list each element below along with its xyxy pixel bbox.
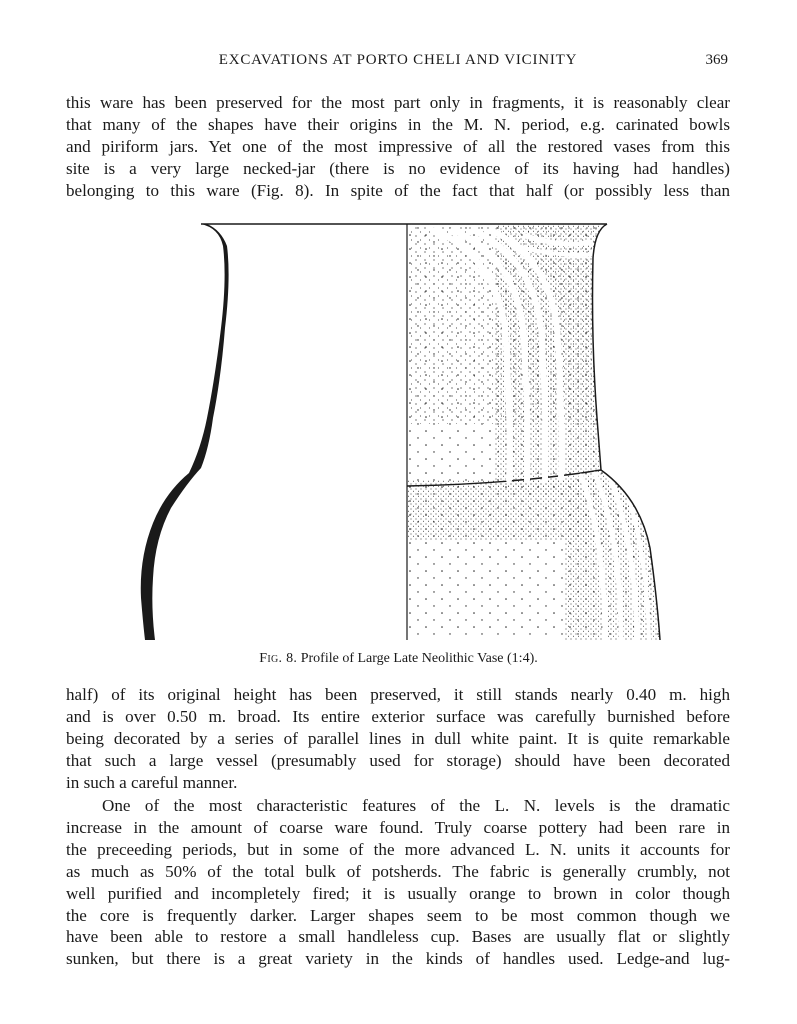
figure-caption-text: Profile of Large Late Neolithic Vase (1:4). [300,651,538,666]
text-line: belonging to this ware (Fig. 8). In spite of the fact that half (or possibly less than [66,180,730,200]
vase-section-profile [141,224,229,640]
text-line: as much as 50% of the total bulk of potsherds. The fabric is generally crumbly, not [66,861,730,881]
paragraph-2 [66,684,730,794]
text-line: increase in the amount of coarse ware found. Truly coarse pottery had been rare in [66,817,730,837]
figure-caption [0,651,797,667]
page-number: 369 [705,52,728,68]
text-line: and is over 0.50 m. broad. Its entire exterior surface was carefully burnished before [66,706,730,726]
running-head: EXCAVATIONS AT PORTO CHELI AND VICINITY [218,52,578,68]
figure-label: Fig. 8. [259,651,298,666]
vase-profile-figure [135,218,675,643]
paragraph-3 [66,795,730,970]
text-line: being decorated by a series of parallel lines in dull white paint. It is quite remarkable [66,728,730,748]
page-header [66,52,730,76]
text-line: that many of the shapes have their origins in the M. N. period, e.g. carinated bowls [66,114,730,134]
text-line: well purified and incompletely fired; it is usually orange to brown in color though [66,883,730,903]
text-line: sunken, but there is a great variety in the kinds of handles used. Ledge-and lug- [66,949,730,969]
text-line: and piriform jars. Yet one of the most impressive of all the restored vases from this [66,136,730,156]
text-line: in such a careful manner. [66,772,238,792]
paragraph-1 [66,92,730,202]
text-line: One of the most characteristic features of the L. N. levels is the dramatic [102,796,730,815]
text-line: the core is frequently darker. Larger shapes seem to be most common though we [66,905,730,925]
text-line: have been able to restore a small handleless cup. Bases are usually flat or slightly [66,927,730,947]
text-line: the preceeding periods, but in some of the more advanced L. N. units it accounts for [66,839,730,859]
vase-exterior [407,224,675,643]
text-line: this ware has been preserved for the most part only in fragments, it is reasonably clear [66,93,730,112]
text-line: site is a very large necked-jar (there is no evidence of its having had handles) [66,158,730,178]
text-line: that such a large vessel (presumably used for storage) should have been decorated [66,750,730,770]
text-line: half) of its original height has been preserved, it still stands nearly 0.40 m. high [66,685,730,704]
